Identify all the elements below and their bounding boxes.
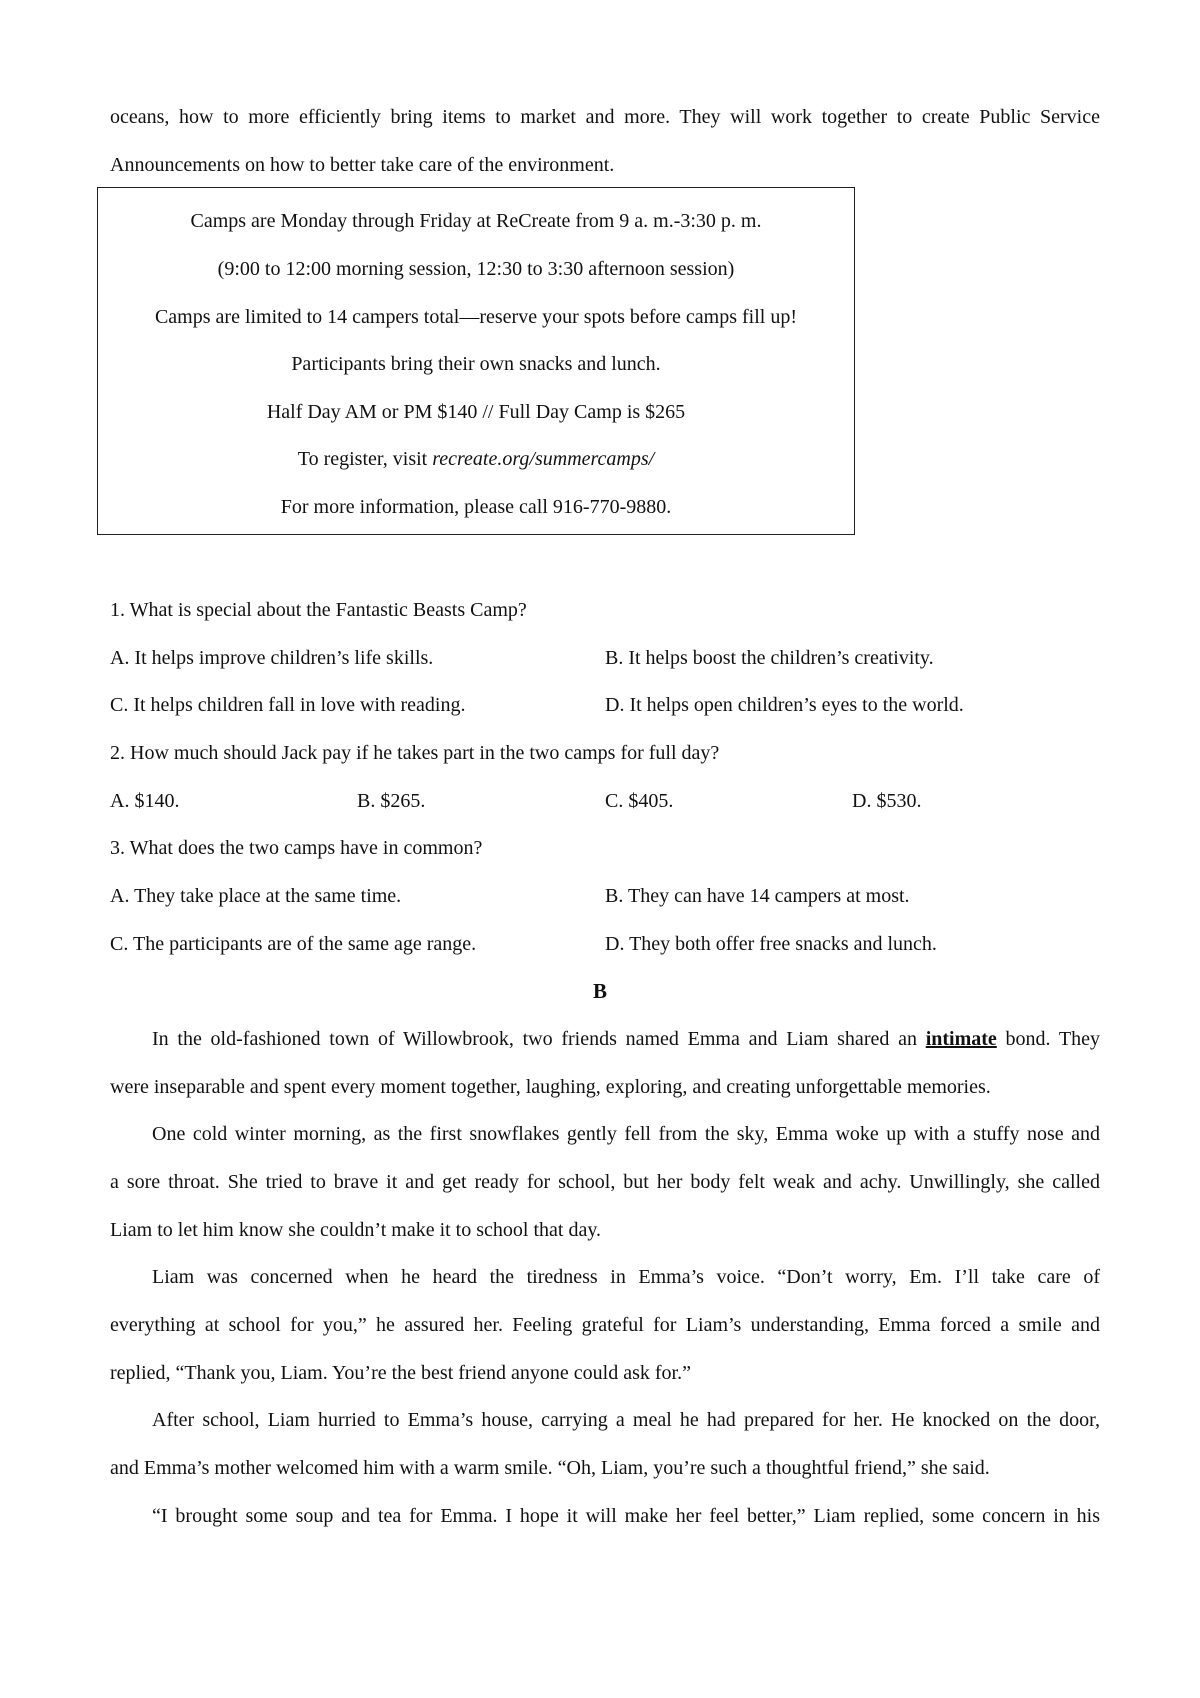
underlined-word: intimate <box>925 1028 997 1050</box>
passage-p2-line-3: Liam to let him know she couldn’t make it to school that day. <box>110 1219 602 1241</box>
q2-option-a: A. $140. <box>110 790 180 812</box>
box-schedule: Camps are Monday through Friday at ReCreate from 9 a. m.-3:30 p. m. <box>190 210 762 232</box>
passage-p2-line-2: a sore throat. She tried to brave it and get ready for school, but her body felt weak and achy. Unwillingly, she called <box>110 1171 1100 1193</box>
passage-p3-line-2: everything at school for you,” he assured her. Feeling grateful for Liam’s understanding, Emma forced a smile and <box>110 1314 1100 1336</box>
question-2: 2. How much should Jack pay if he takes part in the two camps for full day? <box>110 742 720 764</box>
q1-option-b: B. It helps boost the children’s creativity. <box>605 647 934 669</box>
p1-text-b: bond. They <box>996 1028 1100 1050</box>
q3-option-c: C. The participants are of the same age range. <box>110 933 477 955</box>
box-sessions: (9:00 to 12:00 morning session, 12:30 to 3:30 afternoon session) <box>217 258 735 280</box>
box-prices: Half Day AM or PM $140 // Full Day Camp is $265 <box>266 401 686 423</box>
register-prefix: To register, visit <box>297 448 433 470</box>
passage-p1-line-1 <box>152 1027 1100 1051</box>
box-register <box>97 447 855 471</box>
box-snacks: Participants bring their own snacks and lunch. <box>291 353 661 375</box>
box-limit: Camps are limited to 14 campers total—reserve your spots before camps fill up! <box>154 306 798 328</box>
passage-p3-line-3: replied, “Thank you, Liam. You’re the best friend anyone could ask for.” <box>110 1362 691 1384</box>
q2-option-d: D. $530. <box>852 790 922 812</box>
p1-text-a: In the old-fashioned town of Willowbrook, two friends named Emma and Liam shared an <box>152 1028 926 1050</box>
passage-p1-line-2: were inseparable and spent every moment together, laughing, exploring, and creating unforgettable memories. <box>110 1076 991 1098</box>
passage-p3-line-1: Liam was concerned when he heard the tiredness in Emma’s voice. “Don’t worry, Em. I’ll take care of <box>152 1266 1100 1288</box>
passage-p4-line-1: After school, Liam hurried to Emma’s house, carrying a meal he had prepared for her. He knocked on the door, <box>152 1409 1100 1431</box>
q2-option-b: B. $265. <box>357 790 426 812</box>
q1-option-c: C. It helps children fall in love with reading. <box>110 694 466 716</box>
q3-option-a: A. They take place at the same time. <box>110 885 402 907</box>
intro-line-2: Announcements on how to better take care of the environment. <box>110 154 615 176</box>
q3-option-d: D. They both offer free snacks and lunch. <box>605 933 937 955</box>
passage-p5-line-1: “I brought some soup and tea for Emma. I hope it will make her feel better,” Liam replied, some concern in his <box>152 1505 1100 1527</box>
q2-option-c: C. $405. <box>605 790 674 812</box>
q3-option-b: B. They can have 14 campers at most. <box>605 885 910 907</box>
passage-p4-line-2: and Emma’s mother welcomed him with a warm smile. “Oh, Liam, you’re such a thoughtful friend,” she said. <box>110 1457 990 1479</box>
box-contact: For more information, please call 916-770-9880. <box>280 496 672 518</box>
q1-option-d: D. It helps open children’s eyes to the world. <box>605 694 964 716</box>
register-link[interactable]: recreate.org/summercamps/ <box>432 448 655 470</box>
passage-p2-line-1: One cold winter morning, as the first snowflakes gently fell from the sky, Emma woke up with a stuffy nose and <box>152 1123 1100 1145</box>
q1-option-a: A. It helps improve children’s life skills. <box>110 647 434 669</box>
question-3: 3. What does the two camps have in common? <box>110 837 483 859</box>
section-heading: B <box>592 979 607 1003</box>
question-1: 1. What is special about the Fantastic Beasts Camp? <box>110 599 527 621</box>
intro-line-1: oceans, how to more efficiently bring items to market and more. They will work together to create Public Service <box>110 106 1100 128</box>
